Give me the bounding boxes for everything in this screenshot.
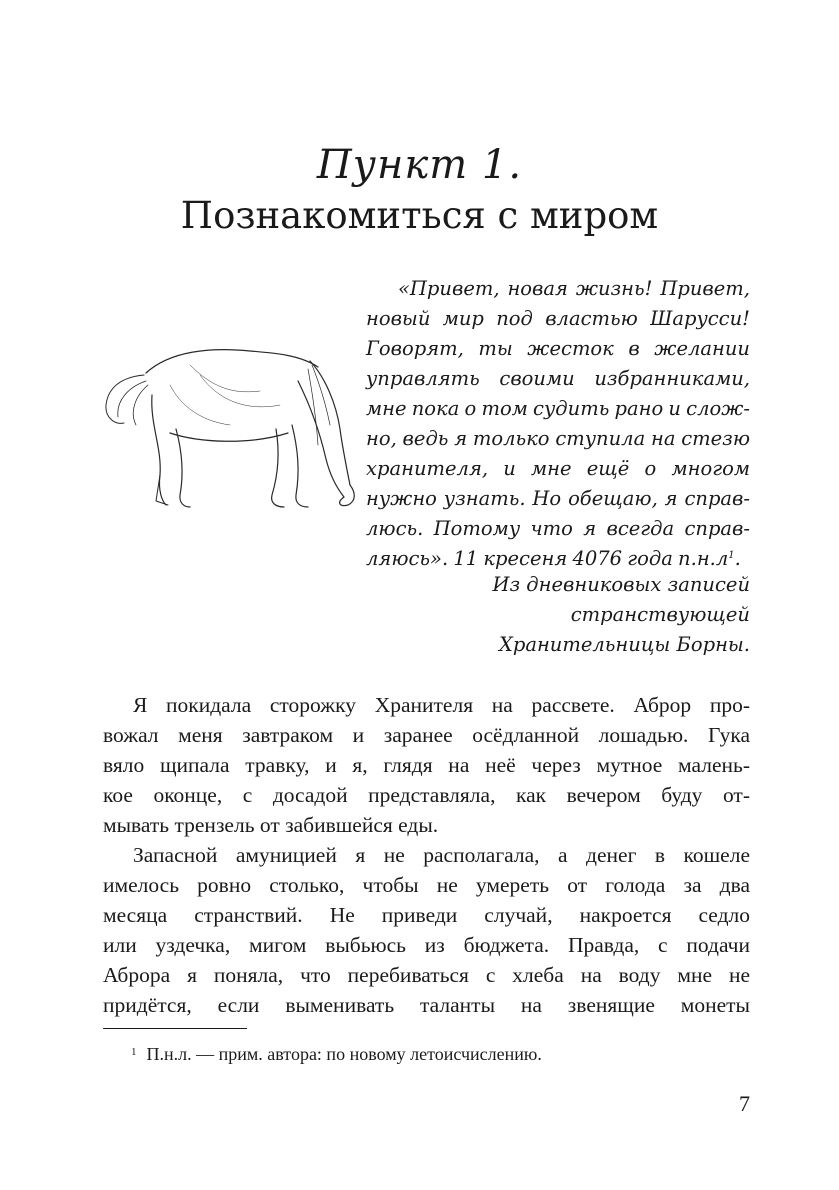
body-line: месяца странствий. Не приведи случай, накроется седло: [103, 903, 750, 927]
body-text: [103, 690, 750, 1020]
body-line: вяло щипала травку, и я, глядя на неё через мутное малень-: [103, 753, 750, 777]
grazing-horse-illustration: [100, 325, 360, 520]
body-line: Аброра я поняла, что перебиваться с хлеба на воду мне не: [103, 963, 750, 987]
epigraph-attribution: [366, 570, 750, 660]
epigraph-last-line-text: ляюсь». 11 кресеня 4076 года п.н.л: [366, 547, 729, 570]
body-line: вожал меня завтраком и заранее осёдланной лошадью. Гука: [103, 723, 750, 747]
epigraph-line: «Привет, новая жизнь! Привет,: [398, 277, 750, 300]
epigraph-line: управлять своими избранниками,: [366, 367, 750, 390]
epigraph-line: но, ведь я только ступила на стезю: [366, 427, 750, 450]
epigraph-last-line-end: .: [734, 547, 741, 570]
epigraph-line: новый мир под властью Шарусси!: [366, 307, 750, 330]
body-line: или уздечка, мигом выбьюсь из бюджета. Правда, с подачи: [103, 933, 750, 957]
epigraph-line: люсь. Потому что я всегда справ-: [366, 517, 750, 540]
body-line: придётся, если выменивать таланты на звенящие монеты: [103, 993, 750, 1017]
epigraph-line: мне пока о том судить рано и слож-: [366, 397, 750, 420]
body-line: кое оконце, с досадой представляла, как вечером буду от-: [103, 783, 750, 807]
chapter-title: Познакомиться с миром: [180, 194, 659, 237]
epigraph-line: Говорят, ты жесток в желании: [366, 337, 750, 360]
footnote-mark: 1: [131, 1046, 137, 1058]
body-line: Я покидала сторожку Хранителя на рассвете. Аброр про-: [133, 693, 750, 717]
attribution-line: Хранительницы Борны.: [498, 633, 750, 656]
footnote: [131, 1040, 542, 1066]
attribution-line: Из дневниковых записей: [492, 573, 750, 596]
footnote-reference[interactable]: 1: [728, 550, 735, 561]
chapter-number: Пункт 1.: [316, 142, 523, 188]
epigraph: [366, 274, 750, 574]
footnote-divider: [103, 1028, 247, 1029]
body-line: имелось ровно столько, чтобы не умереть от голода за два: [103, 873, 750, 897]
body-line: мывать трензель от забившейся еды.: [103, 813, 439, 837]
footnote-text: П.н.л. — прим. автора: по новому летоисчислению.: [146, 1044, 542, 1064]
epigraph-line: хранителя, и мне ещё о многом: [366, 457, 750, 480]
epigraph-line: нужно узнать. Но обещаю, я справ-: [366, 487, 750, 510]
attribution-line: странствующей: [570, 603, 750, 626]
body-line: Запасной амуницией я не располагала, а денег в кошеле: [133, 843, 750, 867]
page-number: 7: [739, 1091, 750, 1116]
